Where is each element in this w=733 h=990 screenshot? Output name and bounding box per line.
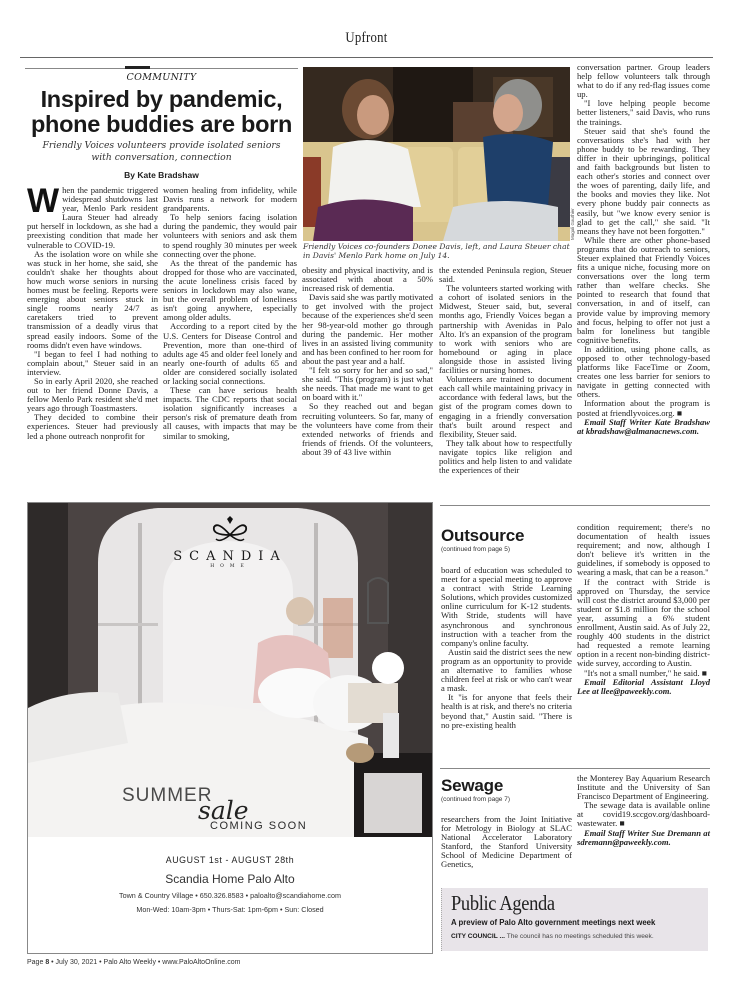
dek-line-2: with conversation, connection [91, 152, 232, 163]
story-kicker: COMMUNITY [126, 72, 197, 83]
footer-page-number: 8 [45, 959, 50, 966]
headline-line-2: phone buddies are born [30, 111, 293, 137]
photo-two-women-on-couch [303, 67, 570, 241]
story-paragraph: According to a report cited by the U.S. Centers for Disease Control and Prevention, more than one-third of adults age 45 and older feel lonely and nearly one-fourth of adults 65 and older are considered socially isolated or lacking social connections. [163, 321, 297, 386]
ad-store-hours: Mon-Wed: 10am-3pm • Thurs-Sat: 1pm-6pm • Sun: Closed [136, 905, 324, 914]
story-paragraph: "It's not a small number," he said. ■ [584, 667, 707, 678]
story-paragraph: It "is for anyone that feels their health is at risk, and there's no criteria beyond that," Austin said. "There is no pre-existing health [441, 692, 572, 730]
scandia-logo-mark-icon [210, 515, 250, 543]
story-paragraph: They talk about how to respectfully navigate topics like religion and politics and help listen to and validate the experiences of their [439, 437, 572, 476]
story-paragraph: "I felt so sorry for her and so sad," she said. "This (program) is just what she needs. That made me want to get on board with it." [302, 365, 433, 403]
story-paragraph: condition requirement; there's no documentation of health issues requirement; and now, although I don't believe it's written in the guidelines, if somebody is opposed to wearing a mask, that can be a reason." [577, 522, 710, 578]
story-paragraph: So in early April 2020, she reached out to her friend Donne Davis, a fellow Menlo Park resident she'd met years ago through Toastmasters. [27, 375, 158, 414]
public-agenda-box [441, 888, 708, 951]
story-signoff: Email Editorial Assistant Lloyd Lee at llee@paweekly.com. [577, 676, 710, 696]
dek-line-1: Friendly Voices volunteers provide isolated seniors [42, 140, 281, 151]
story-column-4 [439, 266, 572, 475]
ad-store-info [28, 837, 432, 953]
story-paragraph: women healing from infidelity, while Davis runs a network for modern grandparents. [163, 185, 297, 214]
kicker-divider [25, 68, 298, 69]
scandia-wordmark: SCANDIA [173, 549, 287, 564]
footer-page-label: Page [27, 959, 44, 966]
promo-sale: sale [198, 796, 249, 825]
public-agenda-item [451, 933, 654, 940]
sewage-title: Sewage [441, 776, 504, 795]
story-paragraph: Austin said the district sees the new program as an opportunity to provide an alternative to families whose children feel at risk or who can't wear a mask. [441, 646, 572, 694]
story-paragraph: While there are other phone-based programs that do outreach to seniors, Steuer explained that Friendly Voices fits a unique niche, focusing more on conversations over the long term rather than welfare checks. She pointed to research that found that conversation, in and of itself, can provide value by improving memory and focus, helping to offer not just a balm for loneliness but tangible cognitive benefits. [577, 234, 710, 345]
promo-summer: SUMMER [122, 785, 213, 806]
story-column-5 [577, 63, 710, 436]
promo-coming-soon: COMING SOON [210, 820, 308, 832]
headline-line-1: Inspired by pandemic, [40, 86, 283, 112]
story-signoff: Email Staff Writer Sue Dremann at sdremann@paweekly.com. [577, 827, 710, 847]
photo-credit: Magali Gauthier [570, 208, 575, 240]
story-paragraph: In addition, using phone calls, as opposed to other technology-based platforms like FaceTime or Zoom, creates one less barrier for seniors to navigate in getting connected with others. [577, 343, 710, 400]
story-paragraph: So they reached out and began recruiting volunteers. So far, many of the volunteers have come from their extended networks of friends and friends of friends. Of the volunteers, about 39 of 43 live within [302, 401, 433, 457]
story-column-3 [302, 266, 433, 457]
story-column-2 [163, 186, 297, 441]
public-agenda-title: Public Agenda [451, 891, 555, 915]
sewage-column-1 [441, 815, 572, 870]
story-paragraph: the extended Peninsula region, Steuer said. [439, 265, 572, 285]
story-paragraph: "I began to feel I had nothing to complain about," Steuer said in an interview. [27, 348, 158, 377]
outsource-column-2 [577, 523, 710, 696]
story-paragraph: the Monterey Bay Aquarium Research Institute and the University of San Francisco Department of Engineering. [577, 773, 710, 802]
ad-store-contact[interactable]: Town & Country Village • 650.326.8583 • paloalto@scandiahome.com [119, 891, 341, 900]
story-byline: By Kate Bradshaw [124, 170, 199, 180]
scandia-advertisement[interactable] [27, 502, 433, 954]
story-paragraph: obesity and physical inactivity, and is associated with about a 50% increased risk of dementia. [302, 265, 433, 294]
story-paragraph: As the threat of the pandemic has dropped for those who are vaccinated, the acute loneliness crisis faced by seniors in lockdown may also wane, but the overall problem of loneliness isn't going anywhere, especially among older adults. [163, 257, 297, 323]
story-paragraph: Steuer said that she's found the conversations she's had with her phone buddy to be rewarding. They differ in their upbringings, political and faith backgrounds but listen to each other's stories and connect over the woes of parenting, daily life, and the books and movies they like. Not every phone buddy pair connects as easily, but "we know every senior is glad to get the call," she said. "It means they have not been forgotten." [577, 125, 710, 236]
agenda-item-label: CITY COUNCIL ... [451, 933, 505, 940]
story-paragraph: "I love helping people become better listeners," said Davis, who runs the trainings. [577, 98, 710, 127]
public-agenda-subtitle: A preview of Palo Alto government meetings next week [451, 918, 656, 927]
scandia-logo [28, 515, 432, 569]
story-paragraph: They decided to combine their experiences. Steuer had previously led a phone outreach nonprofit for [27, 412, 158, 441]
outsource-title: Outsource [441, 526, 525, 545]
agenda-item-text: The council has no meetings scheduled this week. [504, 933, 654, 940]
story-paragraph: conversation partner. Group leaders help fellow volunteers talk through what to do if any red-flag issues come up. [577, 62, 710, 100]
sewage-column-2 [577, 774, 710, 847]
ad-photo [28, 503, 432, 837]
photo-caption: Friendly Voices co-founders Donee Davis, left, and Laura Steuer chat in Davis' Menlo Park home on July 14. [303, 242, 570, 260]
drop-cap: W [27, 182, 60, 220]
story-paragraph: The sewage data is available online at covid19.sccgov.org/dashboard-wastewater. ■ [577, 800, 710, 829]
story-paragraph: board of education was scheduled to meet for a special meeting to approve a contract with Stride Learning Solutions, which provides customized online curriculum for K-12 students. With Stride, students will have asynchronous and synchronous instruction with a teacher from the company's online faculty. [441, 565, 572, 648]
story-paragraph: Volunteers are trained to document each call while maintaining privacy in accordance with federal laws, but the gist of the program comes down to engaging in a friendly conversation that's built around respect and flexibility, Steuer said. [439, 374, 572, 439]
ad-sale-dates: AUGUST 1st - AUGUST 28th [165, 855, 295, 865]
outsource-divider [440, 505, 710, 506]
sewage-continued[interactable]: (continued from page 7) [441, 796, 511, 803]
story-paragraph: When the pandemic triggered widespread shutdowns last year, Menlo Park resident Laura Steuer had already put herself in lockdown, as she had a preexisting condition that made her vulnerable to COVID-19. [27, 182, 158, 250]
story-paragraph: As the isolation wore on while she was stuck in her home, she said, she couldn't shake her thoughts about how much worse seniors in nursing homes must be feeling. Reports were emerging about seniors stuck in single rooms nearly 24/7 as caretakers tried to prevent transmission of a deadly virus that spread easily indoors. Some of the rooms didn't even have windows. [27, 248, 158, 350]
sewage-divider [440, 768, 710, 769]
story-paragraph: Davis said she was partly motivated to get involved with the project because of the experiences she'd seen her 98-year-old mother go through during the pandemic. Her mother lives in an assisted living community and has been confined to her room for about the past year and a half. [302, 292, 434, 366]
footer-publication: • July 30, 2021 • Palo Alto Weekly • www.PaloAltoOnline.com [49, 959, 241, 966]
story-paragraph: researchers from the Joint Initiative for Metrology in Biology at SLAC National Accelerator Laboratory Stanford, the Stanford University School of Medicine Department of Genetics, [441, 814, 572, 870]
story-column-1 [27, 182, 158, 441]
scandia-wordmark-sub: HOME [210, 564, 250, 569]
story-paragraph: If the contract with Stride is approved on Thursday, the service will cost the district around $3,000 per student or $1.8 million for the school year, assuming a 6% student enrollment, Austin said. As of July 22, roughly 400 students in the district had requested a remote learning option in a recent non-binding district-wide survey, according to Austin. [577, 576, 710, 669]
kicker-accent-bar [125, 66, 150, 69]
outsource-continued[interactable]: (continued from page 5) [441, 546, 511, 553]
story-headline [25, 87, 298, 137]
story-paragraph: To help seniors facing isolation during the pandemic, they would pair volunteers with seniors and ask them to spend roughly 30 minutes per week connecting over the phone. [163, 212, 297, 259]
ad-store-name: Scandia Home Palo Alto [165, 872, 295, 886]
story-signoff: Email Staff Writer Kate Bradshaw at kbradshaw@almanacnews.com. [577, 416, 710, 436]
story-paragraph: The volunteers started working with a cohort of isolated seniors in the Midwest, Steuer said, but, several months ago, Friendly Voices began a partnership with Avenidas in Palo Alto. It's an expansion of the program to work with seniors who are homebound or aging in place alongside those in assisted living facilities or nursing homes. [439, 283, 572, 376]
story-paragraph: Information about the program is posted at friendlyvoices.org. ■ [577, 398, 710, 418]
story-paragraph: These can have serious health impacts. The CDC reports that social isolation significantly increases a person's risk of premature death from all causes, with impacts that may be similar to smoking, [163, 385, 297, 441]
section-header: Upfront [345, 30, 388, 46]
outsource-column-1 [441, 566, 572, 730]
header-divider [20, 57, 713, 58]
story-dek [25, 140, 298, 164]
page-footer [27, 959, 240, 966]
story-photo [303, 67, 570, 241]
